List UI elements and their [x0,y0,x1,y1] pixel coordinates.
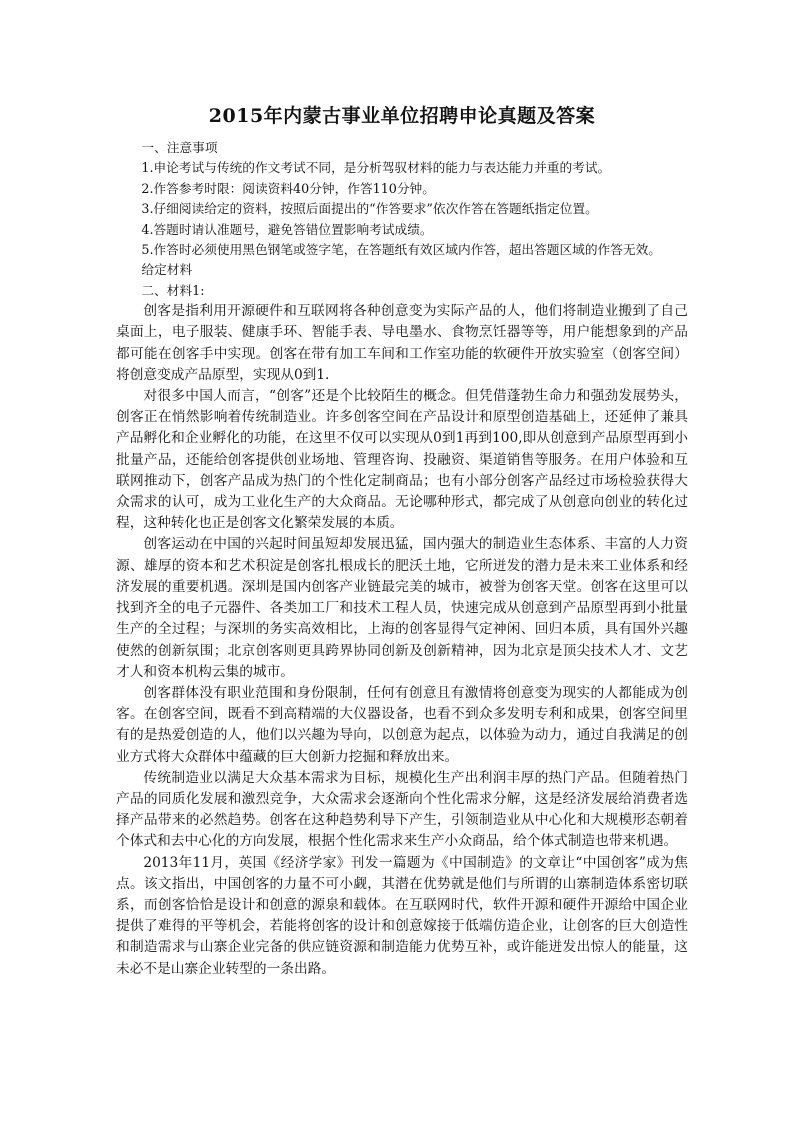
notice-item-1: 1.申论考试与传统的作文考试不同，是分析驾驭材料的能力与表达能力并重的考试。 [141,160,611,176]
material-paragraph-3: 创客运动在中国的兴起时间虽短却发展迅猛，国内强大的制造业生态体系、丰富的人力资源、雄厚的资本和艺术积淀是创客扎根成长的肥沃土地，它所迸发的潜力是未来工业体系和经济发展的重要机遇。深圳是国内创客产业链最完美的城市，被誉为创客天堂。创客在这里可以找到齐全的电子元器件、各类加工厂和技术工程人员，快速完成从创意到产品原型再到小批量生产的全过程；与深圳的务实高效相比，上海的创客显得气定神闲、回归本质，具有国外兴趣使然的创新氛围；北京创客则更具跨界协同创新及创新精神，因为北京是顶尖技术人才、文艺才人和资本机构云集的城市。 [116,536,688,680]
notice-item-3: 3.仔细阅读给定的资料，按照后面提出的“作答要求”依次作答在答题纸指定位置。 [141,201,598,217]
notice-item-5: 5.作答时必须使用黑色钢笔或签字笔，在答题纸有效区域内作答，超出答题区域的作答无效。 [141,242,661,258]
document-title: 2015年内蒙古事业单位招聘申论真题及答案 [208,105,596,127]
material-heading: 二、材料1: [141,282,205,298]
document-page [116,104,688,980]
notice-item-2: 2.作答参考时限：阅读资料40分钟，作答110分钟。 [141,180,435,196]
material-paragraph-5: 传统制造业以满足大众基本需求为目标，规模化生产出利润丰厚的热门产品。但随着热门产品的同质化发展和激烈竞争，大众需求会逐渐向个性化需求分解，这是经济发展给消费者选择产品带来的必然趋势。创客在这种趋势利导下产生，引领制造业从中心化和大规模形态朝着个体式和去中心化的方向发展，根据个性化需求来生产小众商品，给个体式制造也带来机遇。 [116,769,688,850]
given-material-heading: 给定材料 [141,262,193,278]
material-paragraph-4: 创客群体没有职业范围和身份限制，任何有创意且有激情将创意变为现实的人都能成为创客。在创客空间，既看不到高精端的大仪器设备，也看不到众多发明专利和成果，创客空间里有的是热爱创造的人，他们以兴趣为导向，以创意为起点，以体验为动力，通过自我满足的创业方式将大众群体中蕴藏的巨大创新力挖掘和释放出来。 [116,684,688,765]
material-paragraph-1: 创客是指利用开源硬件和互联网将各种创意变为实际产品的人，他们将制造业搬到了自己桌面上，电子服装、健康手环、智能手表、导电墨水、食物烹饪器等等，用户能想象到的产品都可能在创客手中实现。创客在带有加工车间和工作室功能的软硬件开放实验室（创客空间）将创意变成产品原型，实现从0到1. [116,303,688,383]
material-paragraph-2: 对很多中国人而言，“创客”还是个比较陌生的概念。但凭借蓬勃生命力和强劲发展势头，创客正在悄然影响着传统制造业。许多创客空间在产品设计和原型创造基础上，还延伸了兼具产品孵化和企业孵化的功能，在这里不仅可以实现从0到1再到100,即从创意到产品原型再到小批量产品，还能给创客提供创业场地、管理咨询、投融资、渠道销售等服务。在用户体验和互联网推动下，创客产品成为热门的个性化定制商品；也有小部分创客产品经过市场检验获得大众需求的认可，成为工业化生产的大众商品。无论哪种形式，都完成了从创意向创业的转化过程，这种转化也正是创客文化繁荣发展的本质。 [116,388,688,532]
notice-heading: 一、注意事项 [141,140,218,155]
notice-item-4: 4.答题时请认准题号，避免答错位置影响考试成绩。 [141,221,433,237]
material-paragraph-6: 2013年11月，英国《经济学家》刊发一篇题为《中国制造》的文章让“中国创客”成为焦点。该文指出，中国创客的力量不可小觑，其潜在优势就是他们与所谓的山寨制造体系密切联系，而创客恰恰是设计和创意的源泉和载体。在互联网时代，软件开源和硬件开源给中国企业提供了难得的平等机会，若能将创客的设计和创意嫁接于低端仿造企业，让创客的巨大创造性和制造需求与山寨企业完备的供应链资源和制造能力优势互补，或许能迸发出惊人的能量，这未必不是山寨企业转型的一条出路。 [116,854,688,977]
